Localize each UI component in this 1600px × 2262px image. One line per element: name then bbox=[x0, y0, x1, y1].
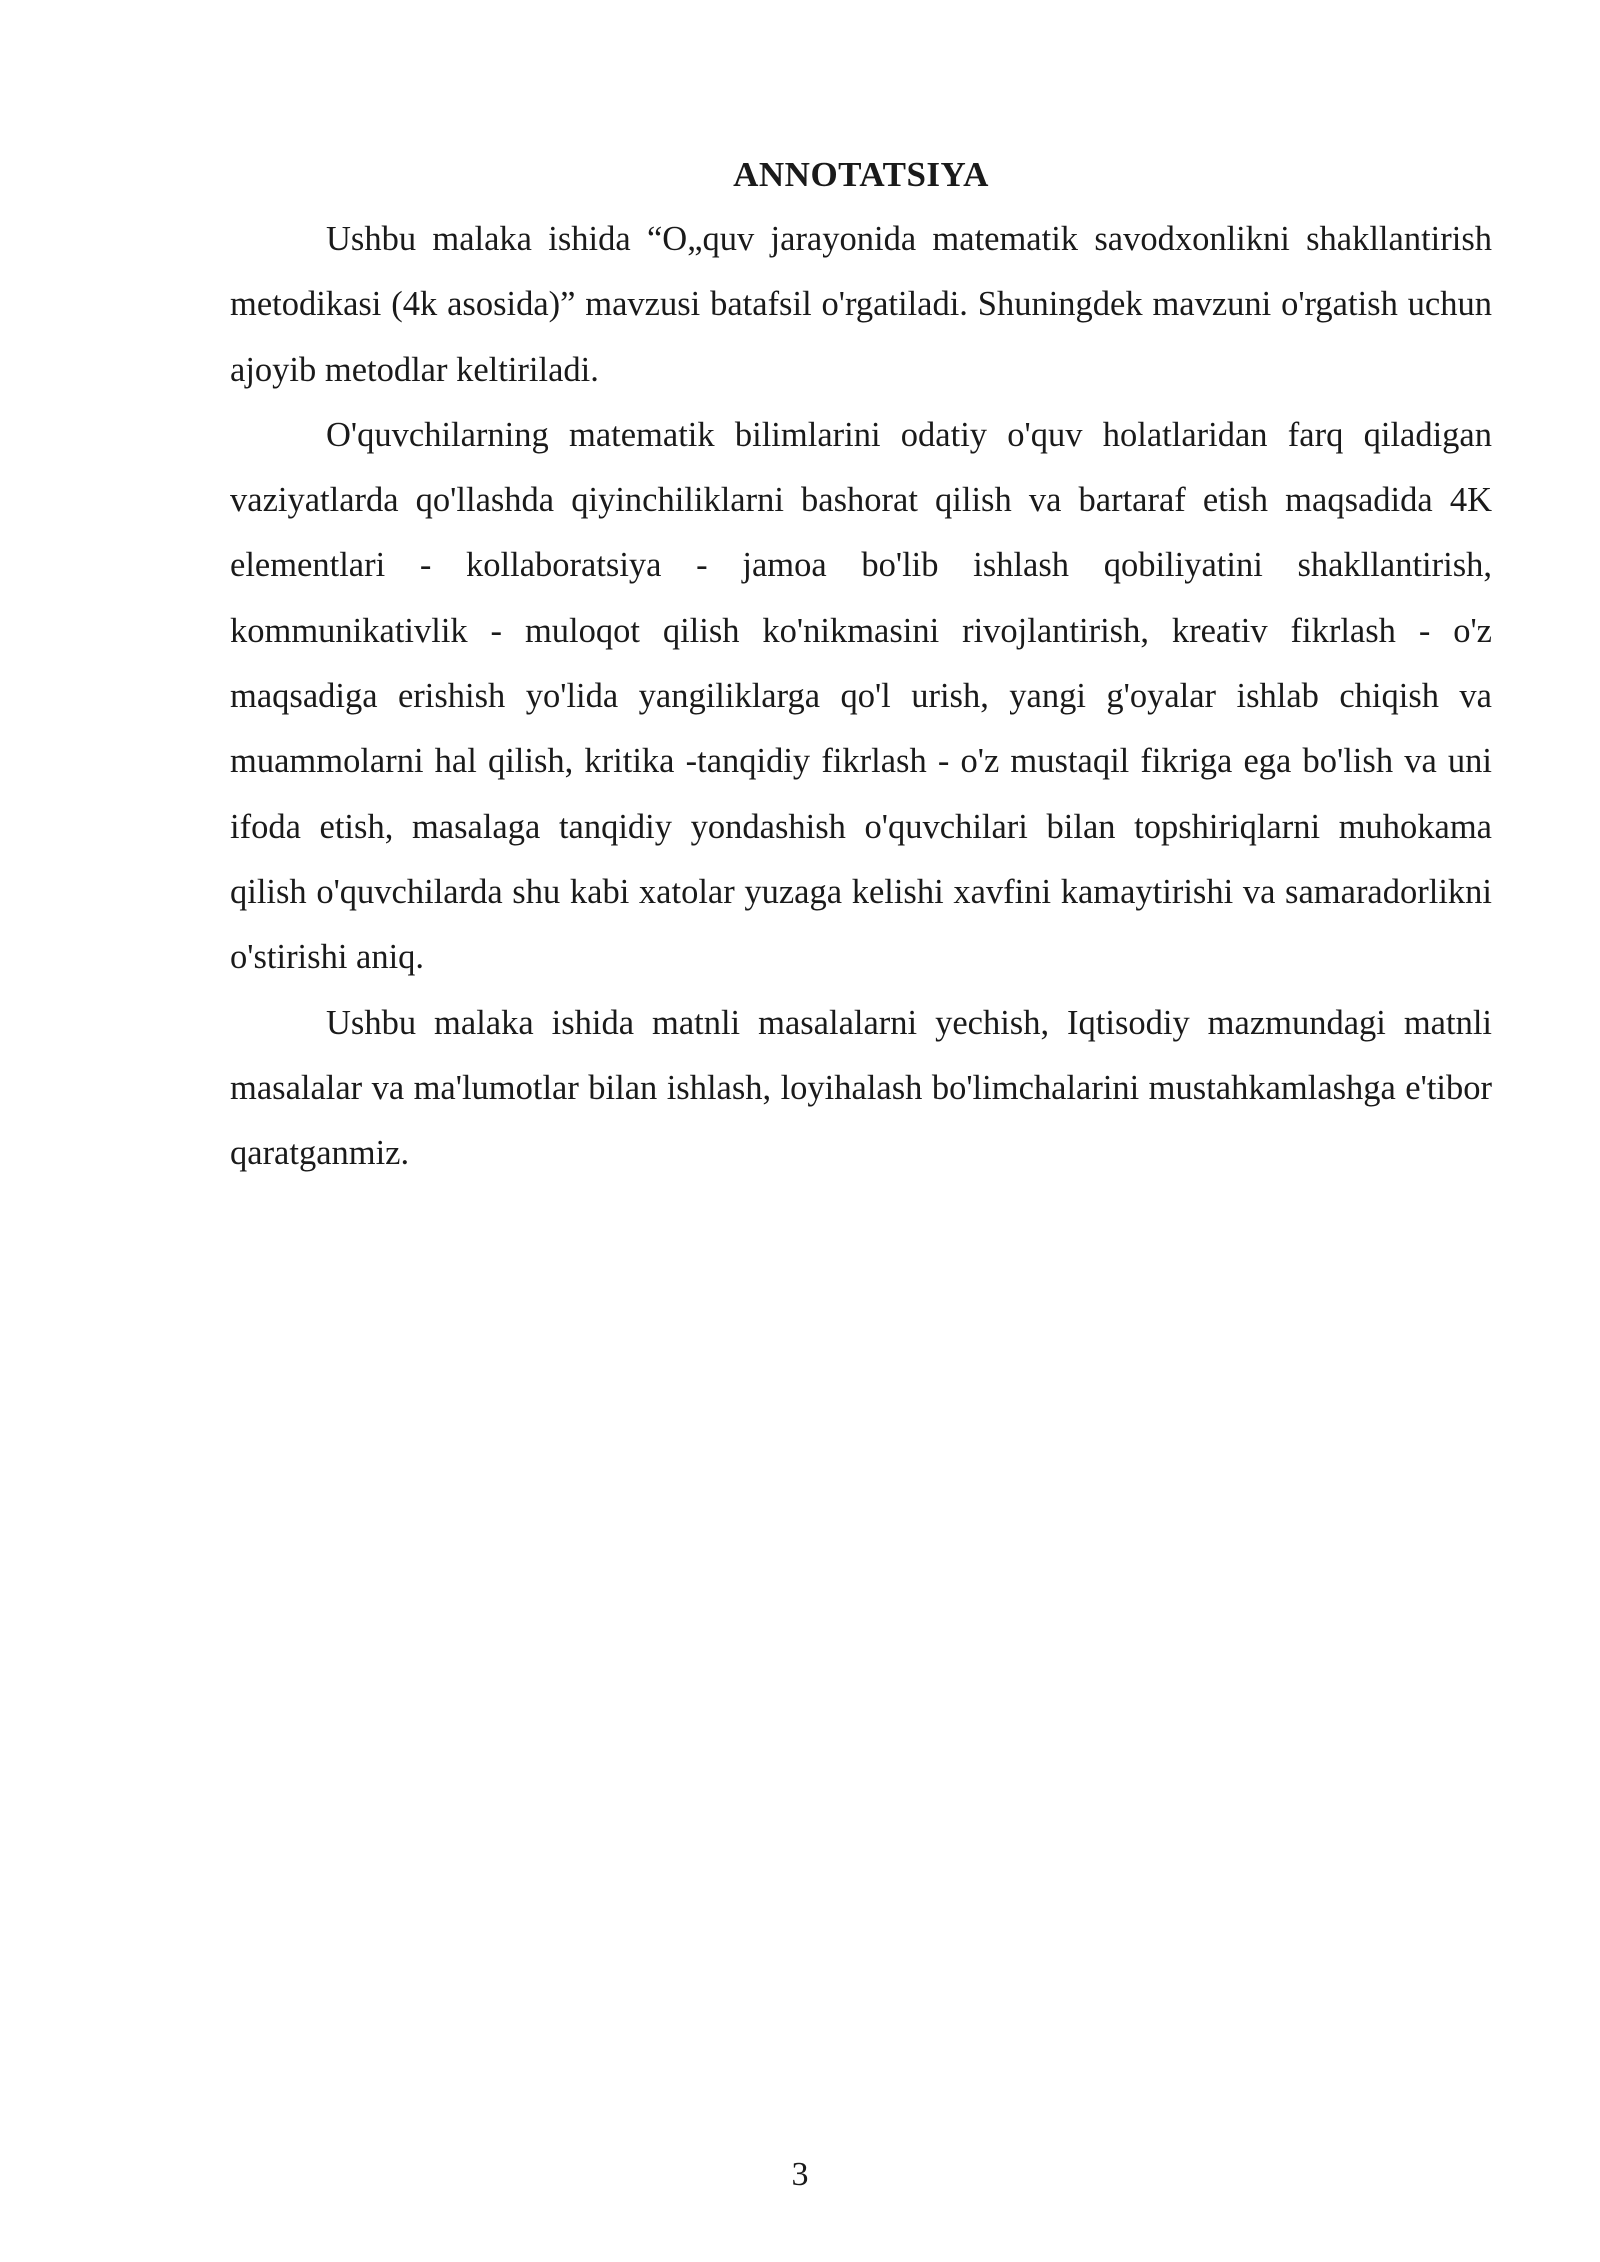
page-content bbox=[230, 142, 1492, 1186]
paragraph-4k-elements: O'quvchilarning matematik bilimlarini odatiy o'quv holatlaridan farq qiladigan vaziyatlarda qo'llashda qiyinchiliklarni bashorat qilish va bartaraf etish maqsadida 4K elementlari - kollaboratsiya - jamoa bo'lib ishlash qobiliyatini shakllantirish, kommunikativlik - muloqot qilish ko'nikmasini rivojlantirish, kreativ fikrlash - o'z maqsadiga erishish yo'lida yangiliklarga qo'l urish, yangi g'oyalar ishlab chiqish va muammolarni hal qilish, kritika -tanqidiy fikrlash - o'z mustaqil fikriga ega bo'lish va uni ifoda etish, masalaga tanqidiy yondashish o'quvchilari bilan topshiriqlarni muhokama qilish o'quvchilarda shu kabi xatolar yuzaga kelishi xavfini kamaytirishi va samaradorlikni o'stirishi aniq. bbox=[230, 415, 1492, 977]
paragraph-intro: Ushbu malaka ishida “O„quv jarayonida matematik savodxonlikni shakllantirish metodikasi (4k asosida)” mavzusi batafsil o'rgatiladi. Shuningdek mavzuni o'rgatish uchun ajoyib metodlar keltiriladi. bbox=[230, 220, 1492, 389]
page-number: 3 bbox=[791, 2156, 809, 2193]
page-title: ANNOTATSIYA bbox=[733, 155, 989, 194]
paragraph-focus: Ushbu malaka ishida matnli masalalarni yechish, Iqtisodiy mazmundagi matnli masalalar va ma'lumotlar bilan ishlash, loyihalash bo'limchalarini mustahkamlashga e'tibor qaratganmiz. bbox=[230, 1003, 1492, 1173]
